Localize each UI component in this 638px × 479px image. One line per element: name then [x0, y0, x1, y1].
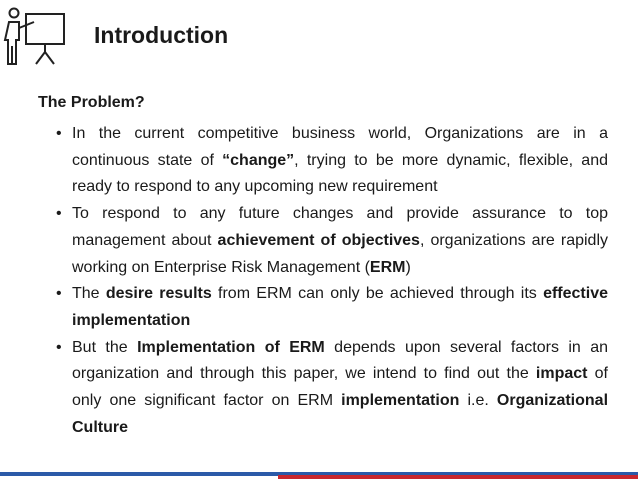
bullet-text: i.e.	[459, 392, 497, 410]
bullet-text: But the	[72, 338, 138, 356]
presenter-board-icon	[0, 0, 68, 68]
bullet-text: To respond to any future changes and provide assurance to top management about	[72, 205, 608, 249]
bullet-text-bold: implementation	[341, 392, 460, 410]
bullet-text-bold: Organizational Culture	[72, 392, 609, 436]
bullet-item	[56, 281, 608, 334]
bullet-text-bold: effective implementation	[72, 285, 608, 329]
bullet-text: In the current competitive business world, Organizations are in a continuous state of	[72, 125, 608, 169]
bullet-text: )	[405, 258, 411, 276]
bullet-item	[56, 335, 608, 442]
footer-bar	[0, 469, 638, 479]
page-title: Introduction	[94, 22, 229, 48]
bullet-item	[56, 201, 608, 281]
bullet-text-bold: impact	[535, 365, 588, 383]
bullet-text: depends upon several factors in an organization and through this paper, we intend to find out the	[72, 338, 609, 383]
bullet-text-bold: desire results	[105, 285, 212, 303]
bullet-text: , trying to be more dynamic, flexible, and ready to respond to any upcoming new requirement	[72, 151, 608, 196]
bullet-text: from ERM can only be achieved through its	[211, 285, 544, 303]
bullet-text-bold: “change”	[222, 151, 295, 169]
bullet-text-bold: Implementation of ERM	[137, 338, 325, 356]
bullet-text: of only one significant factor on ERM	[72, 365, 608, 410]
bullet-text: , organizations are rapidly working on Enterprise Risk Management (	[72, 231, 608, 276]
bullet-text-bold: achievement of objectives	[217, 231, 420, 249]
bullet-text-bold: ERM	[369, 258, 406, 276]
bullet-list	[56, 121, 608, 441]
footer-bar-red	[278, 475, 638, 479]
section-heading: The Problem?	[38, 94, 145, 111]
bullet-text: The	[72, 285, 106, 303]
bullet-item	[56, 121, 608, 201]
